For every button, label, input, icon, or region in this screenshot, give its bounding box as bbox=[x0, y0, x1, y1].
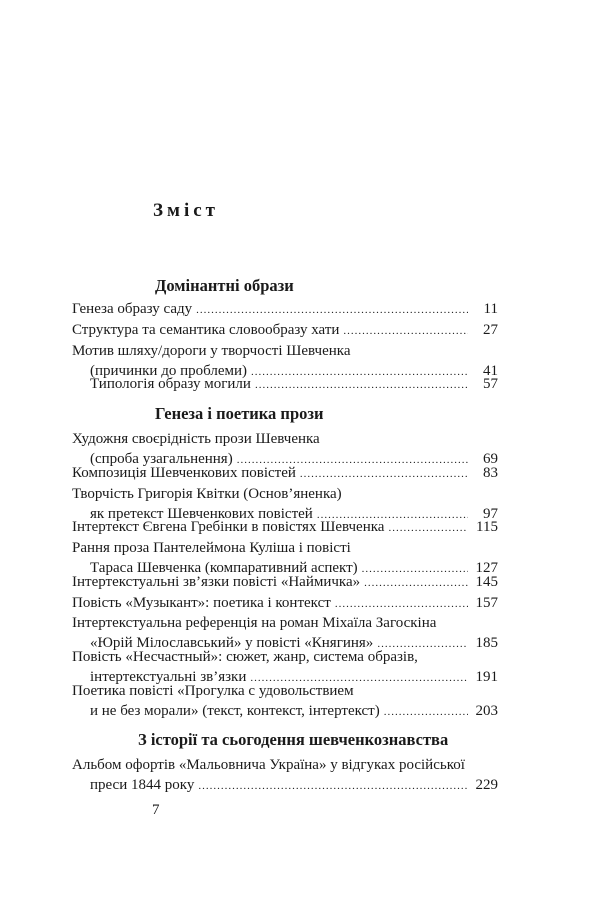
leader-dots bbox=[364, 574, 468, 594]
leader-dots bbox=[255, 376, 468, 396]
section-title: З історії та сьогодення шевченкознавства bbox=[138, 730, 449, 749]
toc-entry[interactable] bbox=[72, 682, 498, 722]
entry-title-continued: як претекст Шевченкових повістей bbox=[90, 505, 313, 522]
leader-dots bbox=[335, 595, 468, 615]
leader-dots bbox=[198, 777, 468, 797]
page-title: Зміст bbox=[153, 200, 220, 221]
leader-dots bbox=[196, 301, 468, 321]
toc-entry[interactable] bbox=[72, 300, 498, 321]
toc-entry[interactable] bbox=[72, 321, 498, 342]
toc-entry[interactable] bbox=[72, 756, 498, 796]
entry-title: Творчість Григорія Квітки (Основ’яненка) bbox=[72, 486, 342, 502]
entry-title: Структура та семантика словообразу хати bbox=[72, 322, 340, 338]
entry-title: Художня своєрідність прози Шевченка bbox=[72, 431, 320, 447]
leader-dots bbox=[388, 519, 468, 539]
toc-entry[interactable] bbox=[72, 464, 498, 485]
entry-title: Повість «Несчастный»: сюжет, жанр, система образів, bbox=[72, 649, 418, 665]
leader-dots bbox=[384, 703, 468, 723]
entry-title: Генеза образу саду bbox=[72, 301, 193, 317]
page-number: 157 bbox=[475, 595, 498, 611]
section-title: Домінантні образи bbox=[155, 276, 294, 295]
entry-title: Інтертекстуальні зв’язки повісті «Наймичка» bbox=[72, 574, 361, 590]
entry-title: Типологія образу могили bbox=[90, 376, 251, 392]
toc-entry[interactable] bbox=[72, 594, 498, 615]
entry-title-continued: преси 1844 року bbox=[90, 776, 195, 793]
page-number: 83 bbox=[483, 465, 498, 481]
toc-entry[interactable] bbox=[72, 375, 498, 396]
entry-title: Поетика повісті «Прогулка с удовольствием bbox=[72, 683, 354, 699]
page-folio: 7 bbox=[152, 802, 160, 818]
page-number: 127 bbox=[475, 559, 498, 576]
entry-title: Повість «Музыкант»: поетика і контекст bbox=[72, 595, 331, 611]
toc-entry[interactable] bbox=[72, 518, 498, 539]
leader-dots bbox=[343, 322, 468, 342]
page-number: 203 bbox=[475, 702, 498, 719]
entry-title: Інтертекстуальна референція на роман Міхаїла Загоскіна bbox=[72, 615, 437, 631]
entry-title-continued: (спроба узагальнення) bbox=[90, 450, 233, 467]
page-number: 115 bbox=[476, 519, 498, 535]
leader-dots bbox=[300, 465, 468, 485]
page-number: 229 bbox=[475, 776, 498, 793]
entry-title: Композиція Шевченкових повістей bbox=[72, 465, 296, 481]
page-number: 185 bbox=[475, 634, 498, 651]
page-number: 145 bbox=[475, 574, 498, 590]
entry-title: Альбом офортів «Мальовнича Україна» у відгуках російської bbox=[72, 757, 465, 773]
entry-title: Інтертекст Євгена Гребінки в повістях Шевченка bbox=[72, 519, 385, 535]
entry-title: Рання проза Пантелеймона Куліша і повісті bbox=[72, 540, 351, 556]
page-number: 41 bbox=[483, 362, 498, 379]
entry-title: Мотив шляху/дороги у творчості Шевченка bbox=[72, 343, 351, 359]
page-number: 191 bbox=[475, 668, 498, 685]
entry-title-continued: и не без морали» (текст, контекст, інтертекст) bbox=[90, 702, 380, 719]
entry-title-continued: «Юрій Мілославський» у повісті «Княгиня» bbox=[90, 634, 374, 651]
entry-title-continued: інтертекстуальні зв’язки bbox=[90, 668, 247, 685]
page-number: 11 bbox=[483, 301, 498, 317]
page-number: 69 bbox=[483, 450, 498, 467]
page-number: 57 bbox=[483, 376, 498, 392]
page-number: 27 bbox=[483, 322, 498, 338]
section-title: Генеза і поетика прози bbox=[155, 404, 324, 423]
entry-title-continued: Тараса Шевченка (компаративний аспект) bbox=[90, 559, 358, 576]
page-number: 97 bbox=[483, 505, 498, 522]
toc-entry[interactable] bbox=[72, 573, 498, 594]
entry-title-continued: (причинки до проблеми) bbox=[90, 362, 248, 379]
